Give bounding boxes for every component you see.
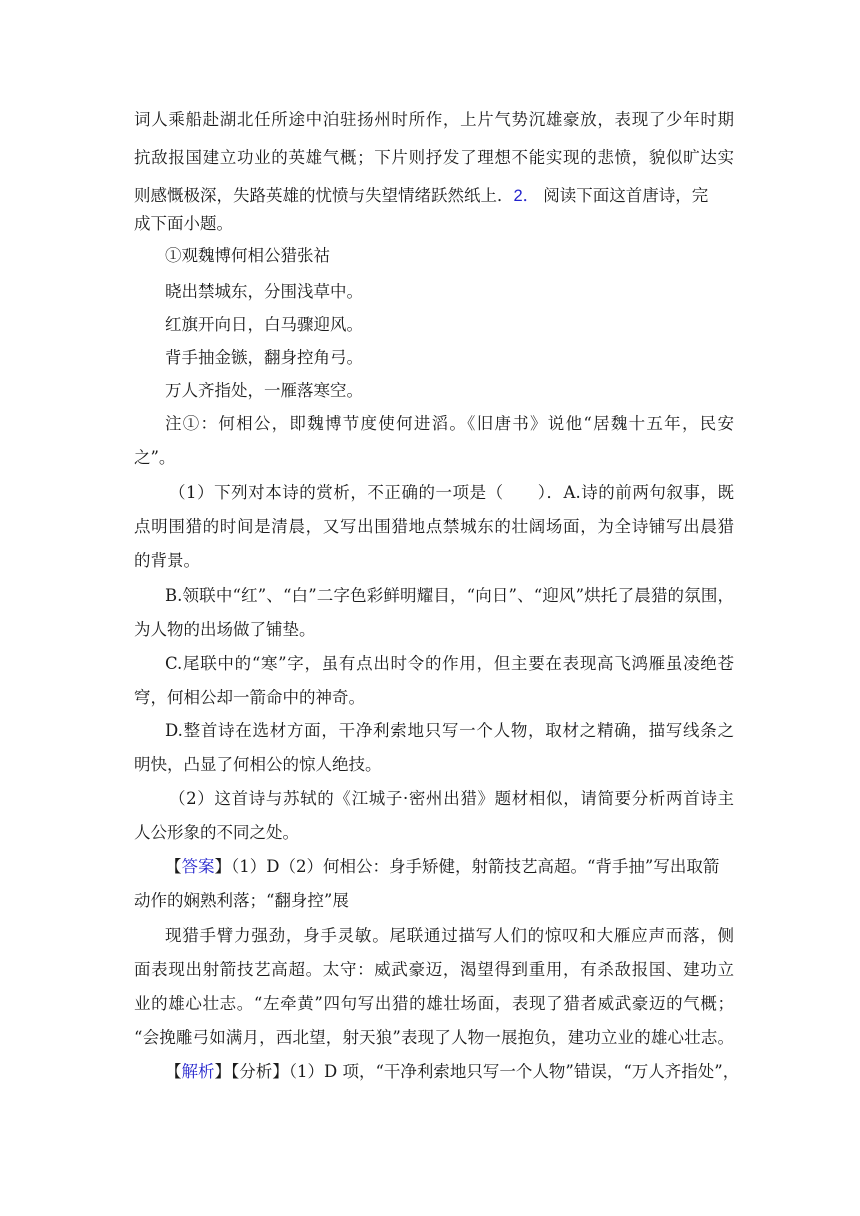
paragraph-line: 词人乘船赴湖北任所途中泊驻扬州时所作，上片气势沉雄豪放，表现了少年时期 — [134, 110, 734, 129]
paragraph-line: 抗敌报国建立功业的英雄气概；下片则抒发了理想不能实现的悲愤，貌似旷达实 — [134, 148, 734, 167]
paragraph-text: 阅读下面这首唐诗，完 — [543, 186, 709, 205]
answer-label: 答案 — [181, 857, 215, 876]
poem-line: 红旗开向日，白马骤迎风。 — [165, 315, 363, 334]
poem-line: 万人齐指处，一雁落寒空。 — [165, 381, 363, 400]
question-number: 2． — [513, 187, 540, 205]
option-c-line: 穹，何相公却一箭命中的神奇。 — [134, 688, 365, 707]
option-b-line: B.领联中“红”、“白”二字色彩鲜明耀目，“向日”、“迎风”烘托了晨猎的氛围， — [165, 586, 734, 605]
bracket-close: 】 — [214, 1062, 231, 1081]
question-line: 点明围猎的时间是清晨，又写出围猎地点禁城东的壮阔场面，为全诗铺写出晨猎 — [134, 517, 734, 536]
poem-title: ①观魏博何相公猎张祜 — [165, 246, 330, 265]
analysis-text: 【分析】（1）D 项，“干净利索地只写一个人物”错误，“万人齐指处”， — [231, 1062, 740, 1081]
question-line: 人公形象的不同之处。 — [134, 823, 299, 842]
analysis-line — [165, 1060, 740, 1084]
bracket-open: 【 — [165, 1062, 182, 1081]
poem-line: 背手抽金镞，翻身控角弓。 — [165, 348, 363, 367]
paragraph-text: 则感慨极深，失路英雄的忧愤与失望情绪跃然纸上． — [134, 186, 514, 205]
option-c-line: C.尾联中的“寒”字，虽有点出时令的作用，但主要在表现高飞鸿雁虽凌绝苍 — [165, 654, 734, 673]
question-line: （1）下列对本诗的赏析，不正确的一项是（ ）．A.诗的前两句叙事，既 — [169, 483, 734, 502]
poem-line: 晓出禁城东，分围浅草中。 — [165, 282, 363, 301]
answer-text: （1）D（2）何相公：身手矫健，射箭技艺高超。“背手抽”写出取箭 — [231, 857, 720, 876]
option-b-line: 为人物的出场做了铺垫。 — [134, 620, 316, 639]
paragraph-line: 现猎手臂力强劲，身手灵敏。尾联通过描写人们的惊叹和大雁应声而落，侧 — [165, 926, 734, 945]
paragraph-line: “会挽雕弓如满月，西北望，射天狼”表现了人物一展抱负，建功立业的雄心壮志。 — [134, 1028, 734, 1047]
bracket-close: 】 — [214, 857, 231, 876]
question-line: （2）这首诗与苏轼的《江城子·密州出猎》题材相似，请简要分析两首诗主 — [169, 789, 734, 808]
answer-line: 动作的娴熟利落；“翻身控”展 — [134, 891, 349, 910]
note-line: 之”。 — [134, 448, 176, 467]
option-d-line: D.整首诗在选材方面，干净利索地只写一个人物，取材之精确，描写线条之 — [165, 721, 734, 740]
paragraph-line — [134, 184, 734, 208]
paragraph-line: 业的雄心壮志。“左牵黄”四句写出猎的雄壮场面，表现了猎者威武豪迈的气概； — [134, 994, 734, 1013]
question-line: 的背景。 — [134, 551, 200, 570]
answer-line — [165, 855, 734, 879]
option-d-line: 明快，凸显了何相公的惊人绝技。 — [134, 755, 382, 774]
paragraph-line: 成下面小题。 — [134, 214, 233, 233]
paragraph-line: 面表现出射箭技艺高超。太守：威武豪迈，渴望得到重用，有杀敌报国、建功立 — [134, 960, 734, 979]
analysis-label: 解析 — [181, 1062, 215, 1081]
bracket-open: 【 — [165, 857, 182, 876]
note-line: 注①：何相公，即魏博节度使何进滔。《旧唐书》说他“居魏十五年，民安 — [165, 414, 734, 433]
